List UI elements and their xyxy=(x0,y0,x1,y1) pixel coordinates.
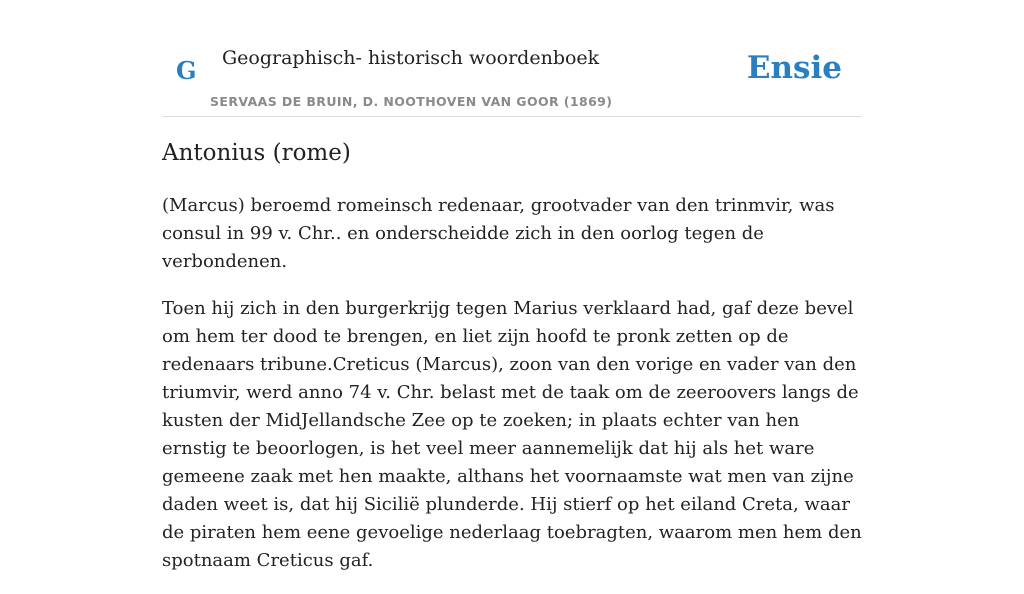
book-title-link[interactable]: Geographisch- historisch woordenboek xyxy=(222,47,600,69)
ensie-logo-link[interactable]: Ensie xyxy=(746,50,842,86)
book-header xyxy=(162,30,862,117)
entry-paragraph: (Marcus) beroemd romeinsch redenaar, grootvader van den trinmvir, was consul in 99 v. Chr.. en onderscheidde zich in den oorlog tegen de verbondenen. xyxy=(162,195,835,272)
book-logo[interactable]: G xyxy=(176,56,197,85)
entry-title: Antonius (rome) xyxy=(162,140,351,166)
entry-body xyxy=(162,192,864,594)
entry-paragraph: Toen hij zich in den burgerkrijg tegen Marius verklaard had, gaf deze bevel om hem ter dood te brengen, en liet zijn hoofd te pronk zetten op de redenaars tribune.Creticus (Marcus), zoon van den vorige en vader van den triumvir, werd anno 74 v. Chr. belast met de taak om de zeeroovers langs de kusten der MidJellandsche Zee op te zoeken; in plaats echter van hen ernstig te beoorlogen, is het veel meer aannemelijk dat hij als het ware gemeene zaak met hen maakte, althans het voornaamste wat men van zijne daden weet is, dat hij Sicilië plunderde. Hij stierf op het eiland Creta, waar de piraten hem eene gevoelige nederlaag toebragten, waarom men hem den spotnaam Creticus gaf. xyxy=(162,298,862,571)
book-authors-year: SERVAAS DE BRUIN, D. NOOTHOVEN VAN GOOR (1869) xyxy=(210,94,613,109)
